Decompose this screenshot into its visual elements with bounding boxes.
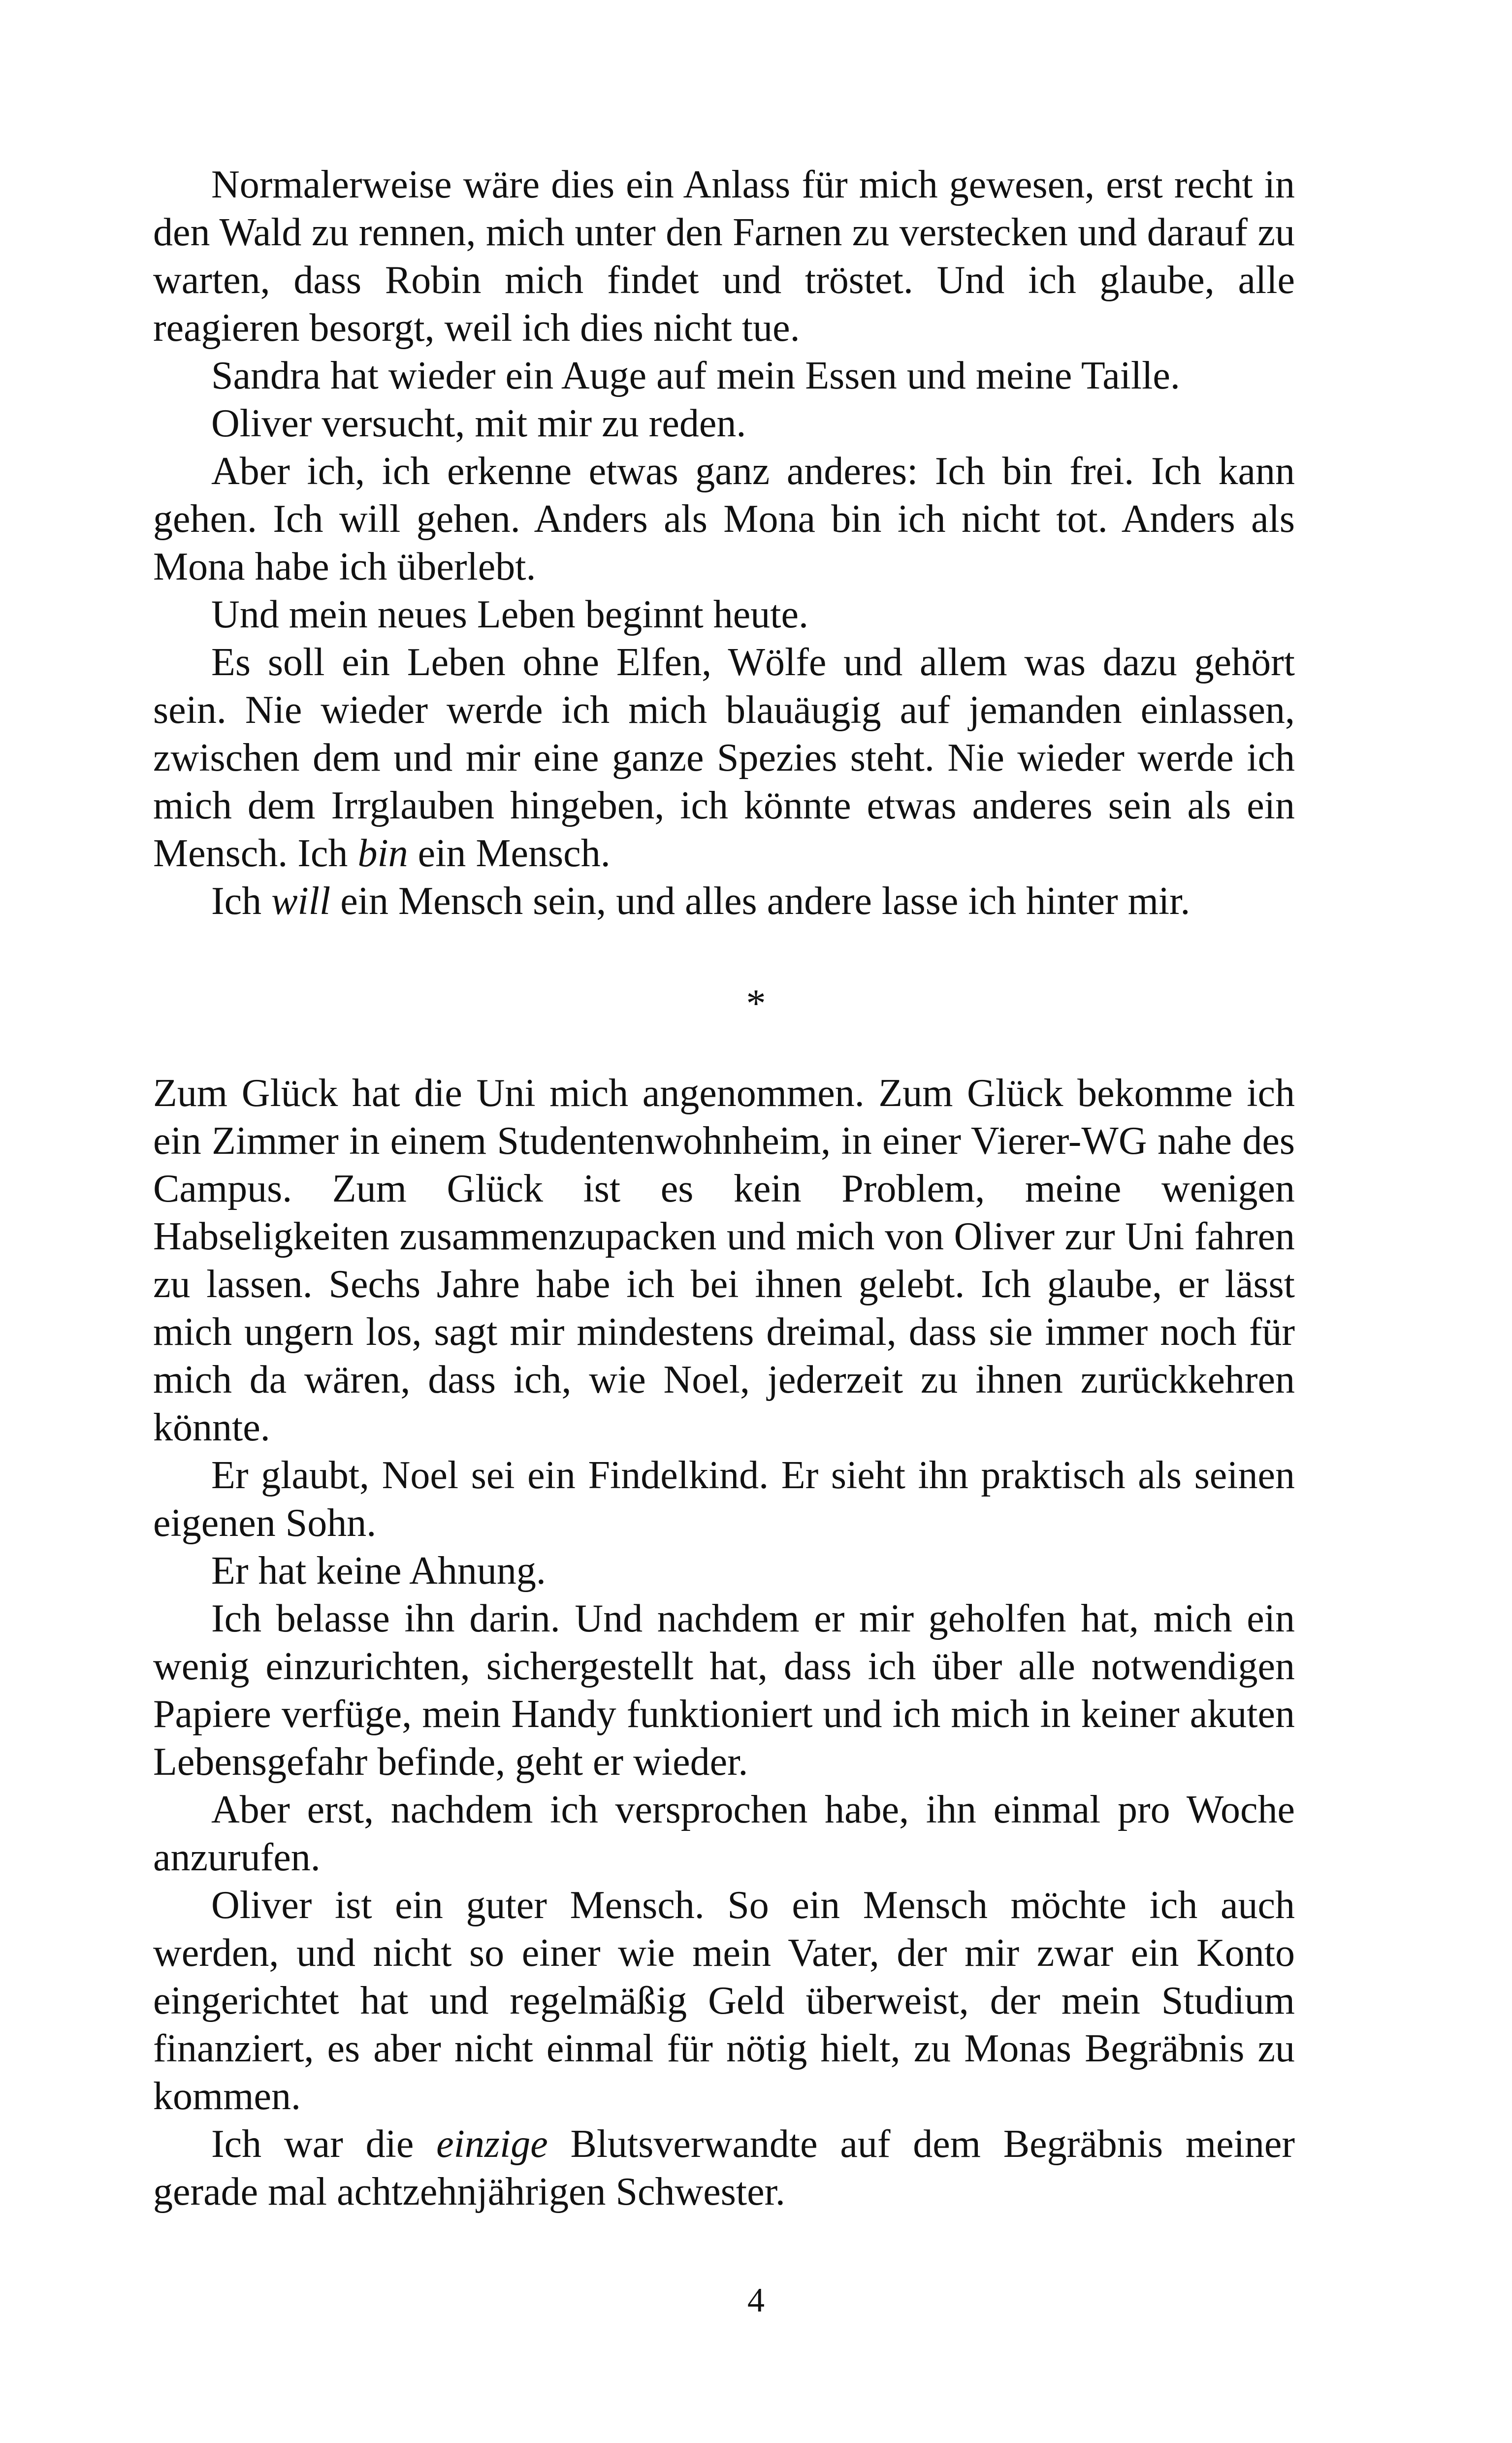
text-run: ein Mensch sein, und alles andere lasse ich hinter mir. (330, 879, 1190, 923)
paragraph: Er hat keine Ahnung. (211, 1549, 546, 1593)
paragraph: Sandra hat wieder ein Auge auf mein Essen und meine Taille. (211, 354, 1180, 397)
emphasis: einzige (436, 2122, 548, 2166)
paragraph (153, 878, 1295, 925)
paragraph: Aber erst, nachdem ich versprochen habe, ihn einmal pro Woche anzurufen. (153, 1788, 1295, 1879)
page-number: 4 (747, 2281, 765, 2319)
paragraph: Aber ich, ich erkenne etwas ganz anderes: Ich bin frei. Ich kann gehen. Ich will gehen. Anders als Mona bin ich nicht tot. Anders als Mona habe ich überlebt. (153, 450, 1295, 588)
paragraph: Oliver versucht, mit mir zu reden. (211, 402, 746, 445)
text-run: Blutsverwandte auf dem Begräbnis meiner gerade mal achtzehnjährigen Schwester. (153, 2122, 1295, 2214)
text-section-1 (153, 161, 1295, 925)
text-section-2 (153, 1070, 1295, 2216)
paragraph: Und mein neues Leben beginnt heute. (211, 593, 808, 636)
paragraph: Oliver ist ein guter Mensch. So ein Mensch möchte ich auch werden, und nicht so einer wie mein Vater, der mir zwar ein Konto eingerichtet hat und regelmäßig Geld überweist, der mein Studium finanziert, es aber nicht einmal für nötig hielt, zu Monas Begräbnis zu kommen. (153, 1884, 1295, 2118)
text-run: ein Mensch. (408, 832, 611, 875)
scene-break: * (746, 982, 766, 1025)
text-run: Ich (211, 879, 272, 923)
paragraph: Normalerweise wäre dies ein Anlass für mich gewesen, erst recht in den Wald zu rennen, mich unter den Farnen zu verstecken und darauf zu warten, dass Robin mich findet und tröstet. Und ich glaube, alle reagieren besorgt, weil ich dies nicht tue. (153, 163, 1295, 350)
paragraph (153, 2120, 1295, 2216)
paragraph: Er glaubt, Noel sei ein Findelkind. Er sieht ihn praktisch als seinen eigenen Sohn. (153, 1454, 1295, 1545)
emphasis: bin (357, 832, 408, 875)
text-run: Ich war die (211, 2122, 437, 2166)
paragraph (153, 639, 1295, 878)
paragraph: Ich belasse ihn darin. Und nachdem er mir geholfen hat, mich ein wenig einzurichten, sichergestellt hat, dass ich über alle notwendigen Papiere verfüge, mein Handy funktioniert und ich mich in keiner akuten Lebensgefahr befinde, geht er wieder. (153, 1597, 1295, 1784)
emphasis: will (271, 879, 331, 923)
paragraph: Zum Glück hat die Uni mich angenommen. Zum Glück bekomme ich ein Zimmer in einem Studentenwohnheim, in einer Vierer-WG nahe des Campus. Zum Glück ist es kein Problem, meine wenigen Habseligkeiten zusammenzupacken und mich von Oliver zur Uni fahren zu lassen. Sechs Jahre habe ich bei ihnen gelebt. Ich glaube, er lässt mich ungern los, sagt mir mindestens dreimal, dass sie immer noch für mich da wären, dass ich, wie Noel, jederzeit zu ihnen zurückkehren könnte. (153, 1072, 1295, 1449)
text-run: Es soll ein Leben ohne Elfen, Wölfe und allem was dazu gehört sein. Nie wieder werde ich mich blauäugig auf jemanden einlassen, zwischen dem und mir eine ganze Spezies steht. Nie wieder werde ich mich dem Irrglauben hingeben, ich könnte etwas anderes sein als ein Mensch. Ich (153, 641, 1295, 875)
